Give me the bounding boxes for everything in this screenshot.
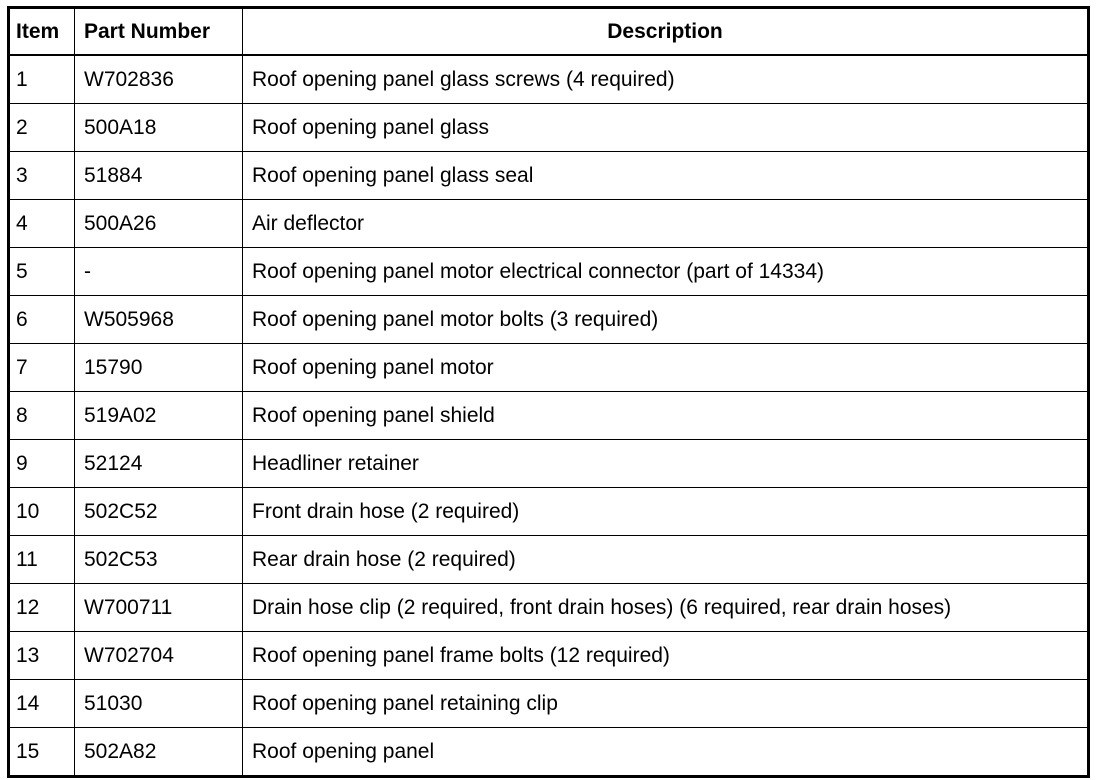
table-row — [9, 344, 1089, 392]
description-cell: Headliner retainer — [243, 440, 1089, 488]
part-number-cell: 519A02 — [75, 392, 243, 440]
description-cell: Roof opening panel motor electrical connector (part of 14334) — [243, 248, 1089, 296]
item-cell: 5 — [9, 248, 75, 296]
description-cell: Roof opening panel glass seal — [243, 152, 1089, 200]
part-number-cell: 502C52 — [75, 488, 243, 536]
parts-table-container — [7, 6, 1090, 778]
column-header-part-number: Part Number — [75, 8, 243, 56]
description-cell: Roof opening panel shield — [243, 392, 1089, 440]
part-number-cell: W505968 — [75, 296, 243, 344]
description-cell: Roof opening panel — [243, 728, 1089, 777]
table-row — [9, 536, 1089, 584]
description-cell: Roof opening panel motor — [243, 344, 1089, 392]
table-row — [9, 632, 1089, 680]
table-header-row — [9, 8, 1089, 56]
table-row — [9, 104, 1089, 152]
part-number-cell: 15790 — [75, 344, 243, 392]
column-header-item: Item — [9, 8, 75, 56]
item-cell: 11 — [9, 536, 75, 584]
table-row — [9, 440, 1089, 488]
parts-table-body — [9, 55, 1089, 777]
table-row — [9, 728, 1089, 777]
table-row — [9, 152, 1089, 200]
item-cell: 15 — [9, 728, 75, 777]
part-number-cell: 502A82 — [75, 728, 243, 777]
table-row — [9, 680, 1089, 728]
part-number-cell: 502C53 — [75, 536, 243, 584]
item-cell: 13 — [9, 632, 75, 680]
part-number-cell: 500A18 — [75, 104, 243, 152]
part-number-cell: 500A26 — [75, 200, 243, 248]
item-cell: 10 — [9, 488, 75, 536]
table-row — [9, 55, 1089, 104]
table-row — [9, 584, 1089, 632]
item-cell: 14 — [9, 680, 75, 728]
description-cell: Air deflector — [243, 200, 1089, 248]
part-number-cell: - — [75, 248, 243, 296]
item-cell: 7 — [9, 344, 75, 392]
part-number-cell: 51030 — [75, 680, 243, 728]
item-cell: 6 — [9, 296, 75, 344]
description-cell: Roof opening panel frame bolts (12 required) — [243, 632, 1089, 680]
description-cell: Roof opening panel motor bolts (3 required) — [243, 296, 1089, 344]
item-cell: 1 — [9, 55, 75, 104]
description-cell: Front drain hose (2 required) — [243, 488, 1089, 536]
table-row — [9, 392, 1089, 440]
item-cell: 4 — [9, 200, 75, 248]
table-row — [9, 296, 1089, 344]
description-cell: Roof opening panel retaining clip — [243, 680, 1089, 728]
part-number-cell: W702704 — [75, 632, 243, 680]
item-cell: 9 — [9, 440, 75, 488]
table-row — [9, 248, 1089, 296]
part-number-cell: W700711 — [75, 584, 243, 632]
description-cell: Roof opening panel glass screws (4 required) — [243, 55, 1089, 104]
description-cell: Drain hose clip (2 required, front drain hoses) (6 required, rear drain hoses) — [243, 584, 1089, 632]
part-number-cell: 52124 — [75, 440, 243, 488]
item-cell: 8 — [9, 392, 75, 440]
column-header-description: Description — [243, 8, 1089, 56]
item-cell: 2 — [9, 104, 75, 152]
table-row — [9, 488, 1089, 536]
description-cell: Rear drain hose (2 required) — [243, 536, 1089, 584]
part-number-cell: W702836 — [75, 55, 243, 104]
item-cell: 12 — [9, 584, 75, 632]
item-cell: 3 — [9, 152, 75, 200]
description-cell: Roof opening panel glass — [243, 104, 1089, 152]
table-row — [9, 200, 1089, 248]
part-number-cell: 51884 — [75, 152, 243, 200]
parts-table — [7, 6, 1090, 778]
